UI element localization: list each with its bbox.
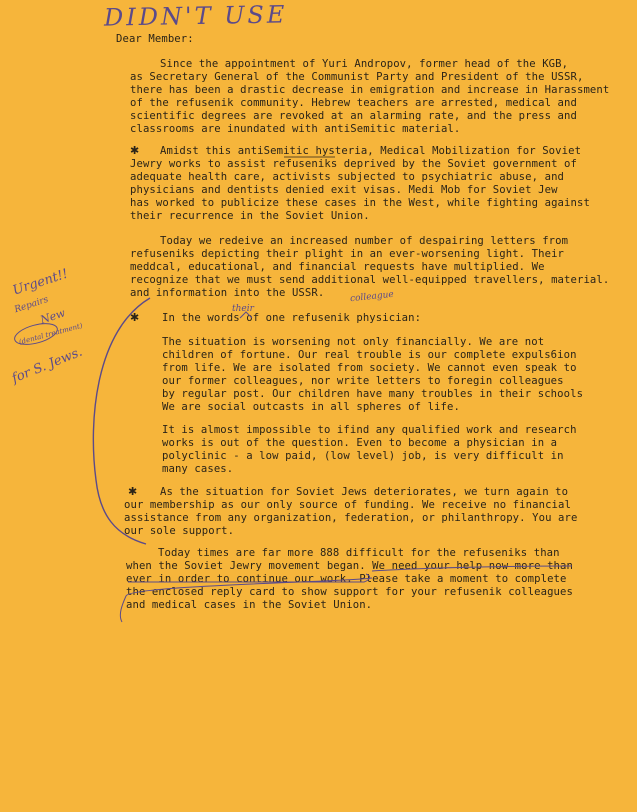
margin-note-new: New <box>38 306 67 327</box>
quote-intro: In the words of one refusenik physician: <box>162 312 422 324</box>
asterisk-mark-1: ✱ <box>130 144 140 157</box>
margin-note-repairs: Repairs <box>13 294 50 316</box>
insert-note-their: their <box>232 304 254 314</box>
margin-note-urgent: Urgent!! <box>10 266 70 299</box>
handwritten-stamp: DIDN'T USE <box>103 0 288 32</box>
salutation: Dear Member: <box>116 33 194 45</box>
margin-note-circled: (dental treatment) <box>18 321 84 347</box>
insert-note-colleague: colleague <box>349 289 395 305</box>
margin-note-for-soviet-jews: for S. Jews. <box>9 344 85 387</box>
asterisk-mark-2: ✱ <box>130 311 140 324</box>
document-page: DIDN'T USE Dear Member: Since the appointment of Yuri Andropov, former head of the KGB, as Secretary General of the Communist Party and President of the USSR, there has been a drastic decrease in emigration and increase in Harassment of the refusenik community. Hebrew teachers are arrested, medical and scientific degrees are revoked at an alarming rate, and the press and classrooms are inundated with antiSemitic material. ✱ Amidst this antiSemitic hysteria, Medical Mobilization for Soviet Jewry works to assist refuseniks deprived by the Soviet government of adequate health care, activists subjected to psychiatric abuse, and physicians and dentists denied exit visas. Medi Mob for Soviet Jew has worked to publicize these cases in the West, while fighting against their recurrence in the Soviet Union. Today we redeive an increased number of despairing letters from refuseniks depicting their plight in an ever-worsening light. Their meddcal, educational, and financial requests have multiplied. We recognize that we must send additional well-equipped travellers, material. and information into the USSR. ✱ In the words of one refusenik physician: The situation is worsening not only financially. We are not children of fortune. Our real trouble is our complete expuls6ion from life. We are isolated from society. We cannot even speak to our former colleagues, nor write letters to foregin colleagues by regular post. Our children have many troubles in their schools We are social outcasts in all spheres of life. It is almost impossible to ifind any qualified work and research works is out of the question. Even to become a physician in a polyclinic - a low paid, (low level) job, is very difficult in many cases. ✱ As the situation for Soviet Jews deteriorates, we turn again to our membership as our only source of funding. We receive no financial assistance from any organization, federation, or philanthropy. You are our sole support. Today times are far more 888 difficult for the refuseniks than when the Soviet Jewry movement began. We need your help now more than ever in order to continue our work. Please take a moment to complete the enclosed reply card to show support for your refusenik colleagues and medical cases in the Soviet Union. Urgent!! Repairs New (dental treatment) for S. Jews. their colleague <box>0 0 637 812</box>
asterisk-mark-3: ✱ <box>128 485 138 498</box>
